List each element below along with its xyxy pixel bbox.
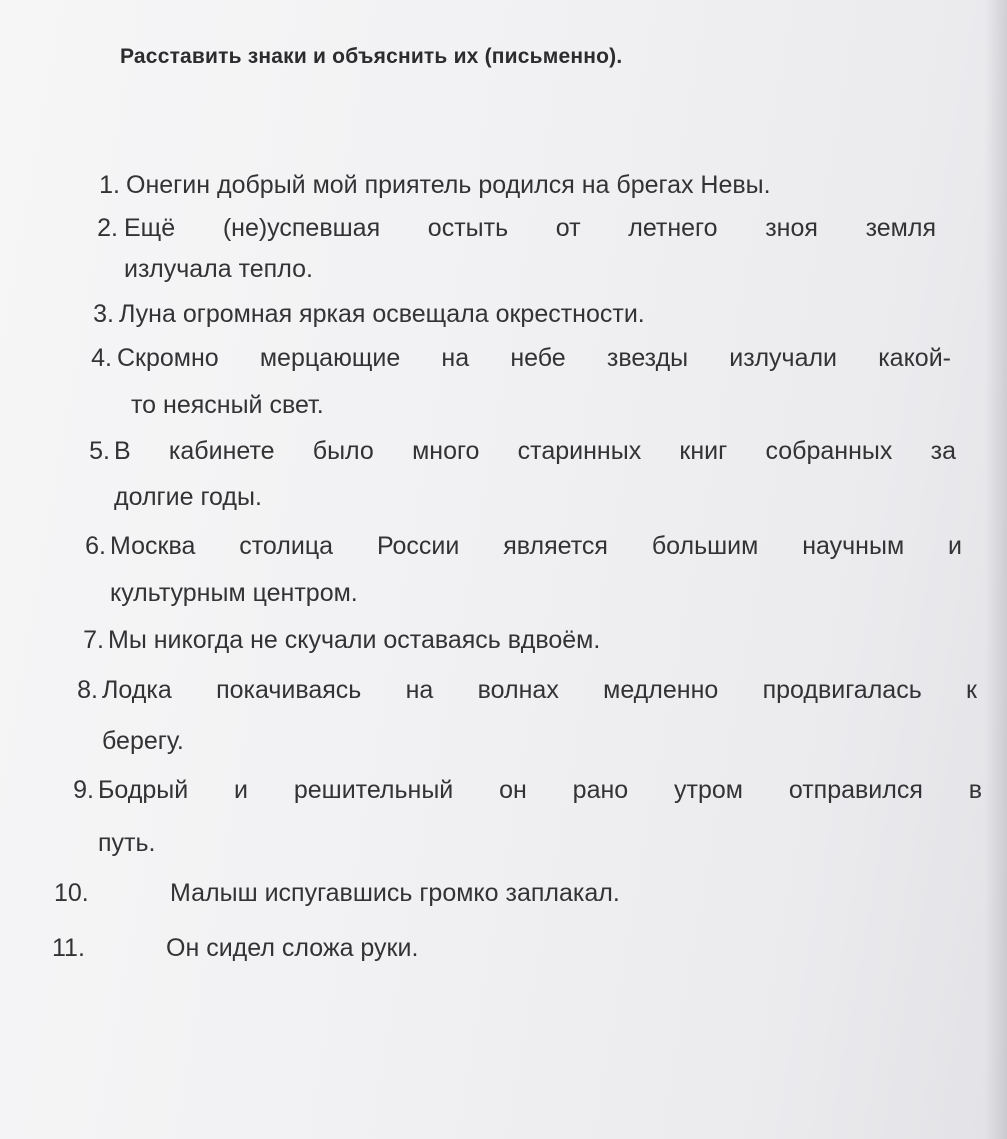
item-number: 3. bbox=[93, 300, 114, 328]
item-text-line bbox=[98, 775, 982, 805]
item-text-line: культурным центром. bbox=[110, 579, 358, 607]
item-text-justified: Скромно мерцающие на небе звезды излучали какой- bbox=[117, 344, 951, 372]
item-number: 8. bbox=[77, 676, 98, 704]
item-number: 7. bbox=[83, 626, 104, 654]
item-text-line: Малыш испугавшись громко заплакал. bbox=[170, 879, 620, 907]
item-text-justified: Ещё (не)успевшая остыть от летнего зноя земля bbox=[124, 214, 936, 242]
item-number: 10. bbox=[54, 879, 89, 907]
item-number: 9. bbox=[73, 776, 94, 804]
item-text-line bbox=[117, 343, 951, 373]
item-text-line: Мы никогда не скучали оставаясь вдвоём. bbox=[108, 626, 601, 654]
item-text-line bbox=[110, 531, 962, 561]
item-number: 5. bbox=[89, 437, 110, 465]
item-text-justified: Бодрый и решительный он рано утром отправился в bbox=[98, 776, 982, 804]
item-number: 1. bbox=[99, 171, 120, 199]
item-text-justified: Лодка покачиваясь на волнах медленно продвигалась к bbox=[102, 676, 977, 704]
item-text-line: Он сидел сложа руки. bbox=[166, 934, 419, 962]
item-text-line: то неясный свет. bbox=[131, 391, 324, 419]
item-text-line bbox=[102, 675, 977, 705]
item-text-line: долгие годы. bbox=[114, 483, 262, 511]
item-text-line: берегу. bbox=[102, 727, 184, 755]
item-number: 6. bbox=[85, 532, 106, 560]
item-text-line: путь. bbox=[98, 829, 156, 857]
item-number: 11. bbox=[52, 934, 85, 962]
page-title: Расставить знаки и объяснить их (письменно). bbox=[120, 45, 623, 68]
item-text-line: излучала тепло. bbox=[124, 255, 313, 283]
item-number: 4. bbox=[91, 344, 112, 372]
item-text-line: Онегин добрый мой приятель родился на брегах Невы. bbox=[126, 171, 771, 199]
item-number: 2. bbox=[97, 214, 118, 242]
item-text-line bbox=[124, 213, 936, 243]
item-text-justified: В кабинете было много старинных книг собранных за bbox=[114, 437, 956, 465]
item-text-justified: Москва столица России является большим научным и bbox=[110, 532, 962, 560]
item-text-line bbox=[114, 436, 956, 466]
item-text-line: Луна огромная яркая освещала окрестности. bbox=[119, 300, 645, 328]
page-edge-shadow bbox=[985, 0, 1007, 1139]
